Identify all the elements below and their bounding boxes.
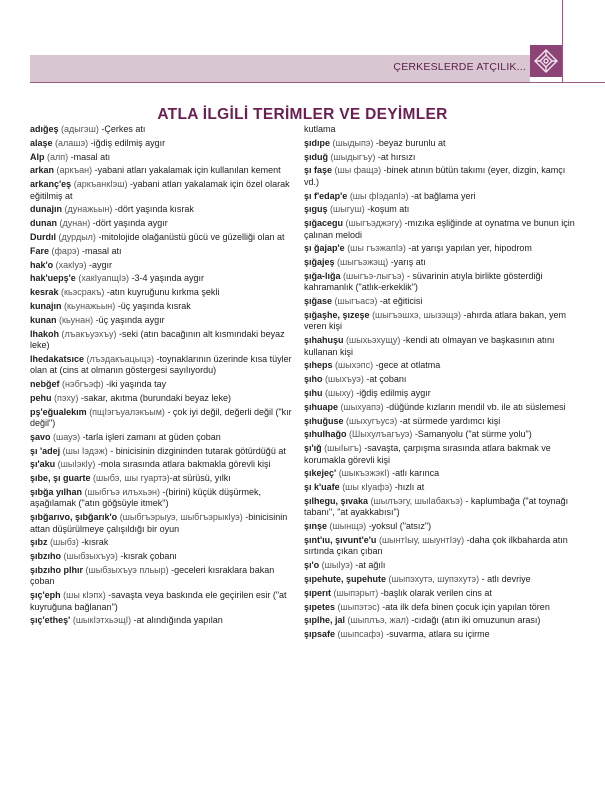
entry-term: şıç'etheş' xyxy=(30,615,71,626)
entry-cyrillic: (пэху) xyxy=(54,392,79,403)
entry-definition: -koşum atı xyxy=(364,204,410,215)
entry-term: şıbğa yılhan xyxy=(30,486,83,497)
entry-term: şıperıt xyxy=(304,587,332,598)
entry-definition: - çok iyi değil, değerli değil ("kır değil") xyxy=(30,406,292,428)
entry-definition: -at ağılı xyxy=(352,560,386,571)
entry-cyrillic: (шыбзыхъуэ) xyxy=(63,551,118,562)
entry-term: şıbe, şı guarte xyxy=(30,473,91,484)
entry-definition: -mızıka eşliğinde at oynatma ve bunun için çalınan melodi xyxy=(304,218,575,240)
entry-term: şıhuape xyxy=(304,401,339,412)
glossary-entry xyxy=(30,512,298,535)
glossary-entry xyxy=(30,218,298,229)
entry-cyrillic: (шы гъэжапӀэ) xyxy=(347,243,406,254)
entry-definition: -at sürmede yardımcı kişi xyxy=(397,415,501,426)
entry-cyrillic: (шыӀуэ) xyxy=(321,560,353,571)
entry-cyrillic: (шы кӀуафэ) xyxy=(342,482,393,493)
glossary-entry xyxy=(304,468,576,479)
entry-term: şıbz xyxy=(30,537,48,548)
glossary-entry xyxy=(30,565,298,588)
entry-term: şı k'uafe xyxy=(304,482,340,493)
entry-term: kunan xyxy=(30,314,57,325)
glossary-entry xyxy=(30,124,298,135)
entry-cyrillic: (шынтӀыу, шыунтӀэу) xyxy=(378,534,465,545)
entry-term: şıhuğuse xyxy=(304,415,344,426)
entry-cyrillic: (кьэсракъ) xyxy=(61,287,105,298)
entry-cyrillic: (хакӀуэ) xyxy=(55,259,87,270)
glossary-entry xyxy=(304,615,576,626)
glossary-entry xyxy=(304,402,576,413)
entry-definition: -yoksul ("atsız") xyxy=(366,521,432,532)
entry-term: şı'ığ xyxy=(304,443,322,454)
entry-cyrillic: (шыплъэ, жал) xyxy=(347,615,409,626)
glossary-entry xyxy=(30,260,298,271)
entry-cyrillic: (хакӀуапщӀэ) xyxy=(78,273,129,284)
glossary-entry xyxy=(30,487,298,510)
entry-cyrillic: (шыпсафэ) xyxy=(337,629,384,640)
entry-definition: -at eğiticisi xyxy=(377,296,423,307)
entry-cyrillic: (шыгъэджэгу) xyxy=(345,218,403,229)
entry-definition: -at alındığında yapılan xyxy=(131,615,223,626)
entry-term: alaşe xyxy=(30,137,53,148)
entry-definition: -düğünde kızların mendil vb. ile atı süslemesi xyxy=(383,401,566,412)
entry-term: şıkejeç' xyxy=(304,468,337,479)
glossary-entry xyxy=(30,152,298,163)
entry-term: şı f'edap'e xyxy=(304,190,348,201)
entry-term: şıbğarıvo, şıbğarık'o xyxy=(30,512,118,523)
entry-term: hak'o xyxy=(30,259,54,270)
entry-cyrillic: (шыгъэ-лыгъэ) xyxy=(343,270,405,281)
entry-cyrillic: (аркъанкӀэш) xyxy=(73,179,128,190)
entry-cyrillic: (шыхъуэ) xyxy=(325,374,364,385)
entry-definition: -daha çok ilkbaharda atın sırtında çıkan çıban xyxy=(304,534,568,557)
glossary-entry xyxy=(304,521,576,532)
glossary-entry xyxy=(304,204,576,215)
entry-definition: -at yarışı yapılan yer, hipodrom xyxy=(405,243,532,254)
glossary-entry xyxy=(30,379,298,390)
glossary-entry xyxy=(304,388,576,399)
entry-cyrillic: (дурдыл) xyxy=(58,231,96,242)
entry-term: şıpehute, şupehute xyxy=(304,573,387,584)
ornament-icon xyxy=(530,45,562,77)
entry-term: nebğef xyxy=(30,378,60,389)
entry-cyrillic: (шыхэпс) xyxy=(335,360,374,371)
glossary-entry xyxy=(30,287,298,298)
entry-term: arkan xyxy=(30,165,55,176)
entry-term: şığaşhe, şızeşe xyxy=(304,309,370,320)
entry-term: Alp xyxy=(30,151,45,162)
entry-term: şıplhe, jal xyxy=(304,615,346,626)
entry-cyrillic: (шыгъэжэщ) xyxy=(337,257,389,268)
entry-definition: -at bağlama yeri xyxy=(408,190,476,201)
entry-term: şıbzıho plhır xyxy=(30,564,83,575)
entry-cyrillic: (шыху) xyxy=(325,387,354,398)
entry-term: şıdıpe xyxy=(304,137,331,148)
glossary-entry xyxy=(304,416,576,427)
entry-term: şıhahuşu xyxy=(304,335,344,346)
entry-definition: -savaşta veya baskında ele geçirilen esir ("at kuyruğuna bağlanan") xyxy=(30,590,287,612)
entry-definition: -binicisinin attan düşürülmeye çalışıldığı bir oyun xyxy=(30,512,288,534)
entry-cyrillic: (кьунан) xyxy=(59,314,94,325)
running-title: ÇERKESLERDE ATÇILIK... xyxy=(393,61,526,73)
glossary-entry xyxy=(30,138,298,149)
entry-term: lhedakatsıce xyxy=(30,353,85,364)
header-vertical-rule xyxy=(562,0,563,82)
entry-cyrillic: (аркъан) xyxy=(56,165,93,176)
glossary-entry xyxy=(304,629,576,640)
entry-definition: - atlı devriye xyxy=(479,573,531,584)
entry-definition: -sakar, akıtma (burundaki beyaz leke) xyxy=(78,392,231,403)
entry-cyrillic: (пщӀэгъуалэкъым) xyxy=(89,406,165,417)
entry-cyrillic: (шыхуапэ) xyxy=(340,401,384,412)
entry-term: şınt'ıu, şıvunt'e'u xyxy=(304,534,377,545)
glossary-entry xyxy=(30,537,298,548)
glossary-entry xyxy=(304,602,576,613)
glossary-entry xyxy=(30,615,298,626)
entry-cyrillic: (шыкӀэтхьэщӀ) xyxy=(72,615,132,626)
entry-definition: -tarla işleri zamanı at güden çoban xyxy=(80,431,221,442)
entry-cyrillic: (нэбгъэф) xyxy=(62,378,104,389)
glossary-entry xyxy=(30,407,298,430)
glossary-entry xyxy=(304,152,576,163)
entry-cyrillic: (шы фӀэдапӀэ) xyxy=(349,190,409,201)
glossary-entry xyxy=(30,315,298,326)
entry-definition: -atlı karınca xyxy=(389,468,440,479)
entry-term: şı ğajap'e xyxy=(304,243,345,254)
glossary-entry xyxy=(30,246,298,257)
entry-term: şı faşe xyxy=(304,165,333,176)
glossary-entry xyxy=(304,482,576,493)
glossary-entry xyxy=(304,496,576,519)
entry-definition: -dört yaşında aygır xyxy=(90,218,168,229)
entry-term: şıduğ xyxy=(304,151,328,162)
entry-cyrillic: (шауэ) xyxy=(53,431,81,442)
entry-definition: -beyaz burunlu at xyxy=(373,137,446,148)
glossary-entry xyxy=(304,588,576,599)
glossary-entry xyxy=(30,473,298,484)
entry-cyrillic: (лъэдакъацыцэ) xyxy=(86,353,155,364)
entry-definition: - süvarinin atıyla birlikte gösterdiği kahramanlık ("atlık-erkeklik") xyxy=(304,270,543,293)
entry-definition: -(birini) küçük düşürmek, aşağılamak ("atın göğsüyle itmek") xyxy=(30,486,262,509)
entry-term: Fare xyxy=(30,245,50,256)
glossary-entry xyxy=(304,191,576,202)
entry-term: hak'uepş'e xyxy=(30,273,76,284)
glossary-entry xyxy=(304,165,576,188)
entry-definition: -toynaklarının üzerinde kısa tüyler olan at (cins at olmanın göstergesi sayılıyordu) xyxy=(30,353,292,376)
entry-definition: -hızlı at xyxy=(392,482,425,493)
entry-cyrillic: (шы Ӏэдэж) xyxy=(62,445,108,456)
glossary-entry xyxy=(30,590,298,613)
entry-cyrillic: (кьунажьын) xyxy=(64,300,116,311)
entry-cyrillic: (шы кӀэпх) xyxy=(63,590,106,601)
page-title: ATLA İLGİLİ TERİMLER VE DEYİMLER xyxy=(157,106,448,123)
entry-term: dunan xyxy=(30,218,57,229)
entry-cyrillic: (шыпэхутэ, шупэхутэ) xyxy=(388,573,480,584)
entry-definition: -Çerkes atı xyxy=(98,124,146,134)
glossary-entry xyxy=(30,551,298,562)
entry-definition: -atın kuyruğunu kırkma şekli xyxy=(104,287,220,298)
entry-definition: -iki yaşında tay xyxy=(103,378,167,389)
entry-term: şı'aku xyxy=(30,459,56,470)
entry-cyrillic: (шыкъэжэкӀ) xyxy=(338,468,390,479)
entry-cyrillic: (шыбгъэрыуэ, шыбгъэрыкӀуэ) xyxy=(119,512,243,523)
entry-cyrillic: (алашэ) xyxy=(55,137,89,148)
entry-cyrillic: (шылъэгу, шыӀабакъэ) xyxy=(370,495,463,506)
entry-cyrillic: (лъакъуэхъу) xyxy=(61,328,117,339)
glossary-entry xyxy=(304,310,576,333)
entry-definition: -kısrak çobanı xyxy=(117,551,177,562)
entry-cyrillic: (шыбзыхъуэ пльыр) xyxy=(85,564,169,575)
entry-cyrillic: (шыдыпэ) xyxy=(332,137,374,148)
entry-cyrillic: (шыгъэшхэ, шызэщэ) xyxy=(372,309,461,320)
entry-cyrillic: (шынщэ) xyxy=(329,521,367,532)
glossary-entry xyxy=(304,560,576,571)
entry-definition: -iğdiş edilmiş aygır xyxy=(88,137,166,148)
entry-cyrillic: (шыдыгъу) xyxy=(330,151,376,162)
entry-definition: -seki (atın bacağının alt kısmındaki beyaz leke) xyxy=(30,328,285,350)
entry-term: şavo xyxy=(30,431,51,442)
entry-definition: -ata ilk defa binen çocuk için yapılan tören xyxy=(379,601,550,612)
entry-cyrillic: (шыхьэхущу) xyxy=(346,335,401,346)
glossary-entry xyxy=(304,271,576,294)
glossary-entry xyxy=(304,296,576,307)
entry-definition: -savaşta, çarpışma sırasında atlara bakmak ve korumakla görevli kişi xyxy=(304,443,551,465)
entry-cyrillic: (алп) xyxy=(47,151,69,162)
entry-cyrillic: (шыбгъэ илъхьэн) xyxy=(84,486,161,497)
glossary-entry xyxy=(304,360,576,371)
glossary-entry xyxy=(30,301,298,312)
entry-definition: -yabani atları yakalamak için kullanılan kement xyxy=(92,165,281,176)
entry-cyrillic: (Шыхулъагъуэ) xyxy=(349,429,413,440)
entry-definition: -başlık olarak verilen cins at xyxy=(378,587,492,598)
entry-cyrillic: (дунан) xyxy=(59,218,91,229)
entry-definition: -gece at otlatma xyxy=(373,360,441,371)
glossary-entry xyxy=(30,354,298,377)
glossary-entry xyxy=(30,459,298,470)
glossary-entry xyxy=(30,273,298,284)
entry-term: şıhu xyxy=(304,387,323,398)
entry-term: dunajın xyxy=(30,204,62,215)
right-column xyxy=(304,124,576,643)
entry-definition: - binicisinin dizgininden tutarak götürdüğü at xyxy=(107,445,286,456)
glossary-entry xyxy=(304,138,576,149)
entry-definition: -üç yaşında aygır xyxy=(93,314,165,325)
entry-definition: -iğdiş edilmiş aygır xyxy=(353,387,431,398)
glossary-entry xyxy=(304,257,576,268)
entry-term: şıhulhağo xyxy=(304,429,347,440)
glossary-entry xyxy=(30,393,298,404)
entry-definition: -at çobanı xyxy=(363,374,407,385)
entry-cyrillic: (шыгуш) xyxy=(330,204,365,215)
entry-cyrillic: (шыгъасэ) xyxy=(334,296,378,307)
entry-term: kunajın xyxy=(30,300,62,311)
entry-term: şığajeş xyxy=(304,257,335,268)
entry-term: şılhegu, şıvaka xyxy=(304,495,369,506)
entry-definition: kutlama xyxy=(304,124,336,134)
glossary-entry xyxy=(30,232,298,243)
entry-definition: -ahırda atlara bakan, yem veren kişi xyxy=(304,309,567,332)
entry-cyrillic: (адыгэш) xyxy=(61,124,99,134)
entry-definition: -yabani atları yakalamak için özel olarak eğitilmiş at xyxy=(30,179,290,201)
entry-cyrillic: (дунажьын) xyxy=(64,204,113,215)
header-rule xyxy=(30,82,605,83)
entry-definition: -binek atının bütün takımı (eyer, dizgin, kamçı vd.) xyxy=(304,165,566,187)
entry-term: adığeş xyxy=(30,124,59,134)
entry-term: Durdıl xyxy=(30,231,56,242)
entry-term: şıho xyxy=(304,374,323,385)
glossary-entry xyxy=(304,429,576,440)
entry-definition: -cıdağı (atın iki omuzunun arası) xyxy=(408,615,541,626)
entry-term: şıç'eph xyxy=(30,590,61,601)
glossary-entry xyxy=(304,374,576,385)
glossary-entry xyxy=(304,535,576,558)
glossary-entry xyxy=(30,204,298,215)
entry-term: şınşe xyxy=(304,521,328,532)
glossary-entry xyxy=(30,165,298,176)
entry-term: şıpetes xyxy=(304,601,336,612)
glossary-entry xyxy=(30,329,298,352)
glossary-entry xyxy=(304,124,576,135)
entry-definition: - kaplumbağa ("at toynağı tabanı", "at ayakkabısı") xyxy=(304,495,569,518)
left-column xyxy=(30,124,298,629)
entry-definition: -at sürüsü, yılkı xyxy=(169,473,231,484)
glossary-entry xyxy=(30,432,298,443)
entry-definition: -masal atı xyxy=(79,245,122,256)
entry-term: şığa-lığa xyxy=(304,270,341,281)
entry-term: şıguş xyxy=(304,204,328,215)
entry-definition: -mitolojide olağanüstü gücü ve güzelliği olan at xyxy=(95,231,285,242)
entry-cyrillic: (шыбз) xyxy=(50,537,79,548)
entry-definition: -kısrak xyxy=(78,537,109,548)
entry-definition: -masal atı xyxy=(68,151,111,162)
entry-term: şı'o xyxy=(304,560,320,571)
entry-cyrillic: (шы фащэ) xyxy=(334,165,382,176)
entry-term: şığacegu xyxy=(304,218,344,229)
entry-definition: -üç yaşında kısrak xyxy=(115,300,191,311)
entry-term: şı 'adej xyxy=(30,445,61,456)
entry-term: pş'eğualekım xyxy=(30,406,87,417)
entry-cyrillic: (шыпэтэс) xyxy=(337,601,380,612)
entry-definition: -mola sırasında atlara bakmakla görevli kişi xyxy=(95,459,271,470)
entry-definition: -kendi atı olmayan ve başkasının atını kullanan kişi xyxy=(304,335,555,357)
entry-definition: -Samanyolu ("at sürme yolu") xyxy=(412,429,532,440)
glossary-entry xyxy=(304,218,576,241)
entry-definition: -3-4 yaşında aygır xyxy=(128,273,204,284)
glossary-entry xyxy=(304,574,576,585)
entry-cyrillic: (фарэ) xyxy=(51,245,80,256)
entry-term: kesrak xyxy=(30,287,59,298)
entry-definition: -suvarma, atlara su içirme xyxy=(383,629,490,640)
entry-term: şıpsafe xyxy=(304,629,336,640)
entry-term: şığase xyxy=(304,296,333,307)
entry-definition: -at hırsızı xyxy=(375,151,416,162)
entry-cyrillic: (шыпэрыт) xyxy=(333,587,379,598)
glossary-entry xyxy=(304,243,576,254)
entry-cyrillic: (шыхугъусэ) xyxy=(346,415,398,426)
entry-term: pehu xyxy=(30,392,52,403)
entry-cyrillic: (шыбэ, шы гуартэ) xyxy=(93,473,170,484)
entry-cyrillic: (шыӀыгъ) xyxy=(324,443,362,454)
entry-cyrillic: (шыӀэкӀу) xyxy=(57,459,96,470)
entry-term: lhakoh xyxy=(30,328,60,339)
entry-definition: -dört yaşında kısrak xyxy=(112,204,194,215)
entry-term: şıheps xyxy=(304,360,333,371)
glossary-entry xyxy=(304,443,576,466)
glossary-entry xyxy=(30,446,298,457)
entry-definition: -geceleri kısraklara bakan çoban xyxy=(30,564,275,587)
entry-definition: -aygır xyxy=(86,259,113,270)
entry-term: şıbzıho xyxy=(30,551,61,562)
glossary-entry xyxy=(304,335,576,358)
entry-definition: -yarış atı xyxy=(388,257,426,268)
glossary-entry xyxy=(30,179,298,202)
entry-term: arkanç'eş xyxy=(30,179,72,190)
